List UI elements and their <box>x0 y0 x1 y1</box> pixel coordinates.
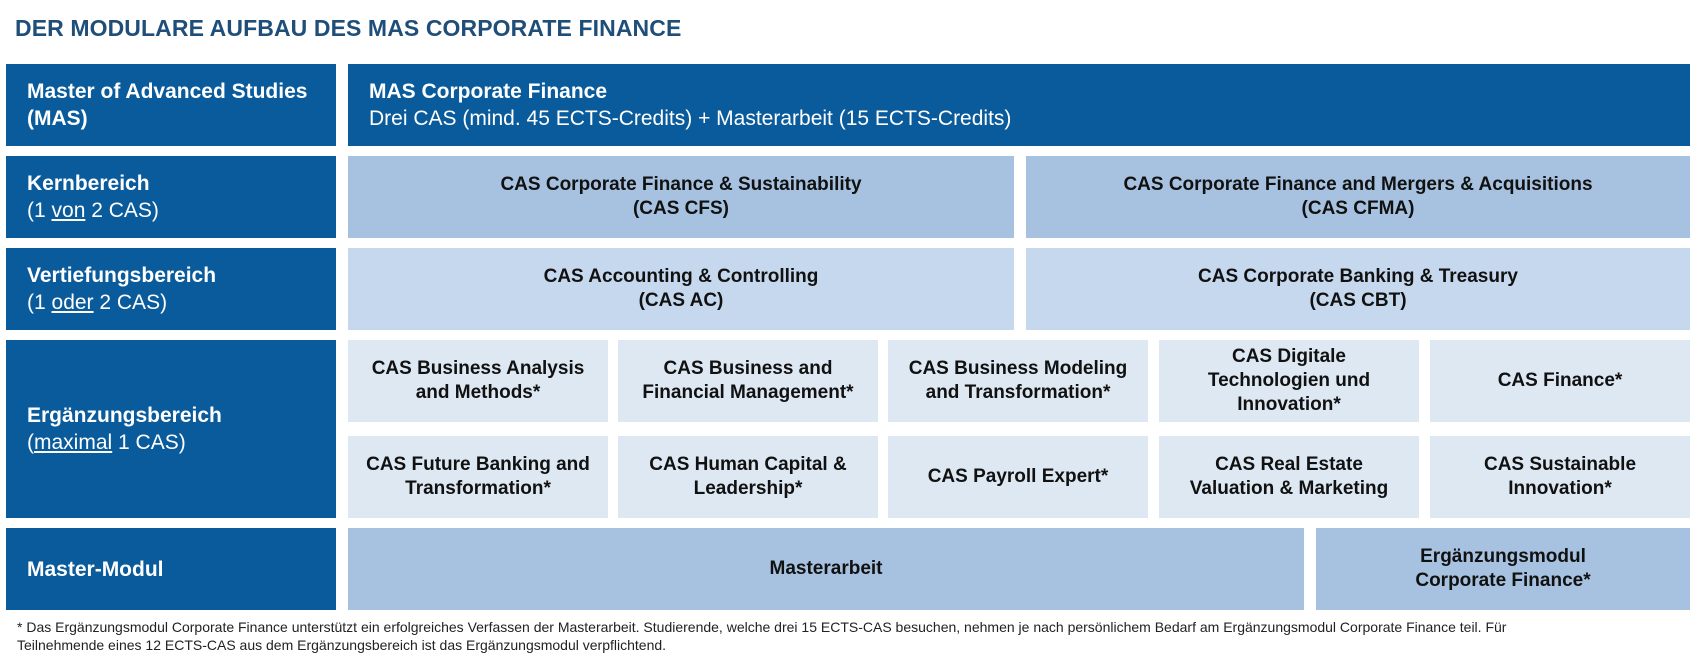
ergaenzung-grid <box>348 340 1690 518</box>
module-cas-payroll-expert: CAS Payroll Expert* <box>888 436 1148 518</box>
sub-underlined: oder <box>51 291 94 314</box>
module-cas-digitale-technologien: CAS Digitale Technologien und Innovation* <box>1159 340 1419 422</box>
label-vertiefungsbereich-main: Vertiefungsbereich <box>27 264 217 287</box>
module-ergaenzungsmodul: Ergänzungsmodul Corporate Finance* <box>1316 528 1690 610</box>
module-cas-ac: CAS Accounting & Controlling (CAS AC) <box>348 248 1014 330</box>
row-mas <box>6 64 1690 146</box>
module-cas-real-estate: CAS Real Estate Valuation & Marketing <box>1159 436 1419 518</box>
sub-post: 2 CAS) <box>93 291 168 314</box>
module-cas-cbt: CAS Corporate Banking & Treasury (CAS CBT) <box>1026 248 1690 330</box>
sub-pre: (1 <box>27 291 52 314</box>
sub-underlined: von <box>51 199 86 222</box>
label-mas-main: Master of Advanced Studies <box>27 80 308 103</box>
label-master-modul-main: Master-Modul <box>27 557 164 581</box>
label-ergaenzungsbereich-main: Ergänzungsbereich <box>27 404 222 427</box>
label-master-modul <box>6 528 336 610</box>
row-ergaenzungsbereich <box>6 340 1690 518</box>
label-vertiefungsbereich <box>6 248 336 330</box>
label-vertiefungsbereich-sub <box>27 289 336 316</box>
label-kernbereich-sub <box>27 197 336 224</box>
label-ergaenzungsbereich <box>6 340 336 518</box>
sub-post: 2 CAS) <box>85 199 159 222</box>
sub-pre: ( <box>27 431 34 454</box>
label-mas-sub: (MAS) <box>27 107 88 130</box>
footnote <box>17 618 1687 654</box>
module-cas-finance: CAS Finance* <box>1430 340 1690 422</box>
sub-underlined: maximal <box>34 431 113 454</box>
label-kernbereich-main: Kernbereich <box>27 172 150 195</box>
mas-program-title: MAS Corporate Finance <box>369 80 608 103</box>
label-ergaenzungsbereich-sub <box>27 429 336 456</box>
label-kernbereich <box>6 156 336 238</box>
module-cas-cfs: CAS Corporate Finance & Sustainability (CAS CFS) <box>348 156 1014 238</box>
module-cas-business-analysis: CAS Business Analysis and Methods* <box>348 340 608 422</box>
module-cas-human-capital: CAS Human Capital & Leadership* <box>618 436 878 518</box>
label-mas <box>6 64 336 146</box>
footnote-line-2: Teilnehmende eines 12 ECTS-CAS aus dem Ergänzungsbereich ist das Ergänzungsmodul verpflichtend. <box>17 637 667 653</box>
module-cas-sustainable-innovation: CAS Sustainable Innovation* <box>1430 436 1690 518</box>
module-cas-future-banking: CAS Future Banking and Transformation* <box>348 436 608 518</box>
row-vertiefungsbereich <box>6 248 1690 330</box>
module-cas-business-financial-management: CAS Business and Financial Management* <box>618 340 878 422</box>
page-title: DER MODULARE AUFBAU DES MAS CORPORATE FINANCE <box>15 15 682 41</box>
row-master-modul <box>6 528 1690 610</box>
module-masterarbeit: Masterarbeit <box>348 528 1304 610</box>
row-kernbereich <box>6 156 1690 238</box>
sub-pre: (1 <box>27 199 52 222</box>
sub-post: 1 CAS) <box>112 431 186 454</box>
footnote-line-1: * Das Ergänzungsmodul Corporate Finance unterstützt ein erfolgreiches Verfassen der Masterarbeit. Studierende, welche drei 15 ECTS-CAS besuchen, nehmen je nach persönlichem Bedarf am Ergänzungsmodul Corporate Finance teil. Für <box>17 619 1507 635</box>
module-cas-cfma: CAS Corporate Finance and Mergers & Acquisitions (CAS CFMA) <box>1026 156 1690 238</box>
mas-program-description: Drei CAS (mind. 45 ECTS-Credits) + Masterarbeit (15 ECTS-Credits) <box>369 107 1012 130</box>
mas-program-box <box>348 64 1690 146</box>
module-cas-business-modeling: CAS Business Modeling and Transformation* <box>888 340 1148 422</box>
